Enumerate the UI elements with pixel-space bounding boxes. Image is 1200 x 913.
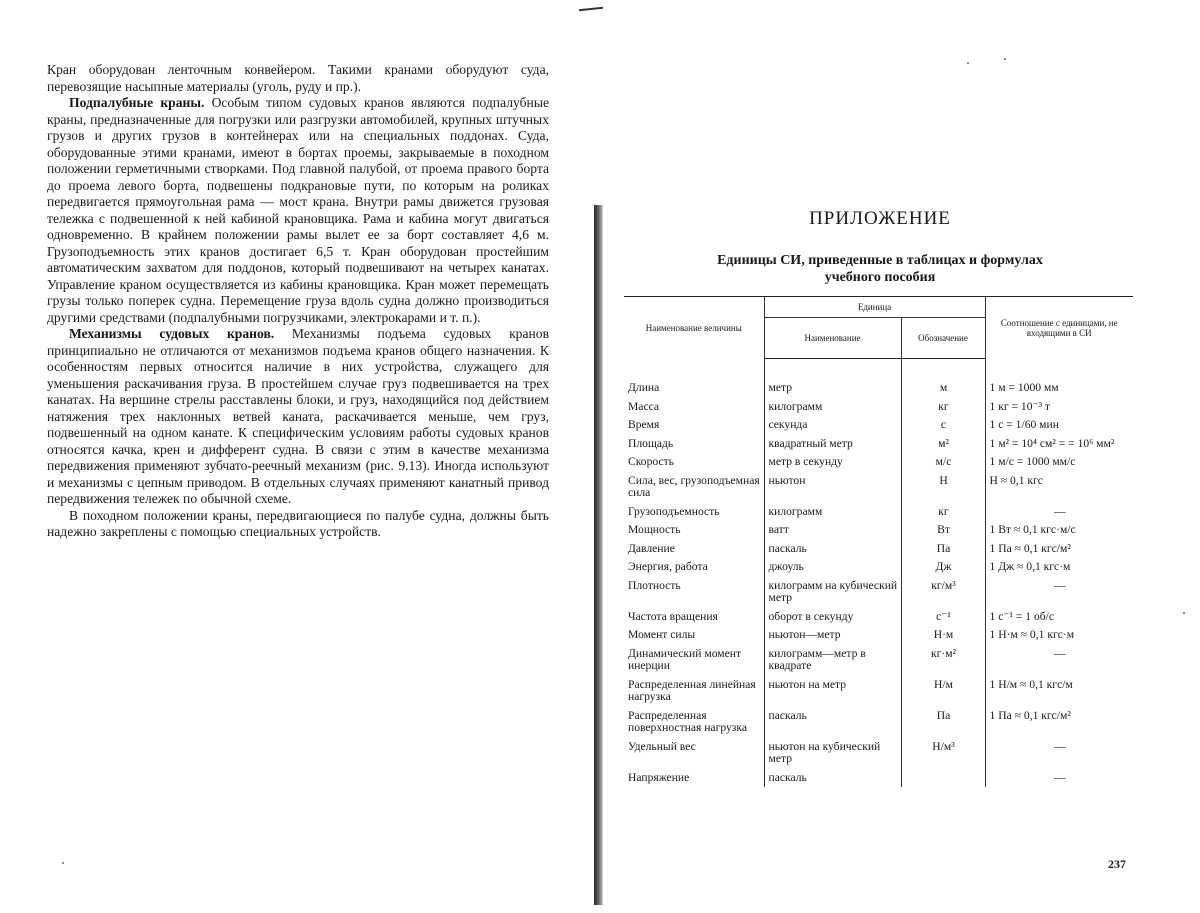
cell-unit-name: ньютон—метр [764, 626, 901, 645]
cell-relation: 1 Па ≈ 0,1 кгс/м² [985, 540, 1133, 559]
paragraph [47, 326, 549, 508]
cell-unit-name: ньютон на кубический метр [764, 738, 901, 769]
cell-relation: — [985, 769, 1133, 788]
cell-unit-symbol: Н·м [901, 626, 985, 645]
cell-unit-symbol: Па [901, 540, 985, 559]
table-row [624, 416, 1133, 435]
table-row [624, 608, 1133, 627]
cell-quantity: Частота вращения [628, 609, 718, 623]
cell-unit-symbol: кг/м³ [901, 577, 985, 608]
cell-unit-symbol: м [901, 379, 985, 398]
cell-quantity: Напряжение [628, 770, 690, 784]
paragraph-heading: Механизмы судовых кранов. [69, 326, 275, 341]
cell-relation: Н ≈ 0,1 кгс [985, 472, 1133, 503]
cell-quantity: Плотность [628, 578, 681, 592]
cell-unit-symbol: Н/м³ [901, 738, 985, 769]
cell-unit-name: паскаль [764, 707, 901, 738]
cell-quantity: Масса [628, 399, 660, 413]
cell-unit-name: метр в секунду [764, 453, 901, 472]
cell-unit-symbol: м/с [901, 453, 985, 472]
table-row [624, 626, 1133, 645]
cell-unit-name: ньютон [764, 472, 901, 503]
cell-relation: 1 м = 1000 мм [985, 379, 1133, 398]
cell-unit-symbol: Н/м [901, 676, 985, 707]
table-row [624, 398, 1133, 417]
cell-quantity: Площадь [628, 436, 674, 450]
cell-unit-symbol: Дж [901, 558, 985, 577]
cell-relation: 1 Вт ≈ 0,1 кгс·м/с [985, 521, 1133, 540]
cell-relation: — [985, 577, 1133, 608]
cell-quantity: Длина [628, 381, 660, 394]
scan-speck [62, 862, 64, 864]
paragraph-body: В походном положении краны, передвигающиеся по палубе судна, должны быть надежно закреплены с помощью специальных устройств. [47, 507, 549, 539]
page-number: 237 [1108, 857, 1126, 871]
cell-unit-symbol: кг [901, 398, 985, 417]
scan-speck [1183, 612, 1185, 614]
cell-relation: 1 м² = 10⁴ см² = = 10⁶ мм² [985, 435, 1133, 454]
cell-quantity: Мощность [628, 523, 681, 536]
cell-quantity: Распределенная поверхностная нагрузка [628, 708, 747, 734]
cell-unit-symbol: кг [901, 503, 985, 522]
table-caption [630, 252, 1130, 286]
cell-relation: 1 с⁻¹ = 1 об/с [985, 608, 1133, 627]
paragraph [47, 95, 549, 326]
cell-quantity: Время [628, 418, 660, 431]
cell-unit-name: секунда [764, 416, 901, 435]
cell-quantity: Момент силы [628, 628, 696, 641]
cell-unit-symbol: с⁻¹ [901, 608, 985, 627]
cell-relation: — [985, 503, 1133, 522]
cell-relation: 1 Па ≈ 0,1 кгс/м² [985, 707, 1133, 738]
cell-unit-name: квадратный метр [764, 435, 901, 454]
cell-relation: 1 Дж ≈ 0,1 кгс·м [985, 558, 1133, 577]
cell-unit-symbol: Па [901, 707, 985, 738]
cell-quantity: Скорость [628, 455, 674, 468]
table-row [624, 676, 1133, 707]
table-caption-line: учебного пособия [824, 270, 936, 285]
cell-relation: 1 Н·м ≈ 0,1 кгс·м [985, 626, 1133, 645]
cell-unit-name: ватт [764, 521, 901, 540]
table-row [624, 577, 1133, 608]
cell-unit-symbol: м² [901, 435, 985, 454]
column-header-unit-name: Наименование [764, 318, 901, 359]
table-row [624, 435, 1133, 454]
table-row [624, 379, 1133, 398]
appendix-title: ПРИЛОЖЕНИЕ [809, 208, 951, 229]
cell-relation: — [985, 645, 1133, 676]
paragraph [47, 62, 549, 95]
cell-unit-name: ньютон на метр [764, 676, 901, 707]
cell-unit-name: оборот в секунду [764, 608, 901, 627]
cell-unit-name: килограмм—метр в квадрате [764, 645, 901, 676]
table-caption-line: Единицы СИ, приведенные в таблицах и формулах [717, 253, 1043, 268]
scan-mark [579, 7, 603, 11]
cell-unit-symbol: Н [901, 472, 985, 503]
cell-unit-name: джоуль [764, 558, 901, 577]
paragraph [47, 508, 549, 541]
cell-unit-name: метр [764, 379, 901, 398]
table-row [624, 558, 1133, 577]
cell-quantity: Динамический момент инерции [628, 646, 742, 672]
table-row [624, 769, 1133, 788]
cell-quantity: Грузоподъемность [628, 504, 720, 518]
column-header-relation: Соотношение с единицами, не входящими в СИ [985, 297, 1133, 359]
table-row [624, 521, 1133, 540]
cell-unit-symbol: с [901, 416, 985, 435]
paragraph-body: Механизмы подъема судовых кранов принципиально не отличаются от механизмов подъема кранов общего назначения. К особенностям первых относится наличие в них устройства, служащего для уменьшения раскачивания груза. В простейшем случае груз подвешивается на трех канатах. На вершине стрелы расставлены блоки, и груз, находящийся под действием натяжения трех наклонных ветвей каната, раскачивается меньше, чем груз, подвешенный на одном канате. К специфическим условиям работы судовых кранов относятся качка, крен и дифферент судна. В связи с этим в качестве механизма передвижения применяют зубчато-реечный механизм (рис. 9.13). Иногда используют и механизмы с цепным приводом. В отдельных случаях применяют канатный привод передвижения тележек по обычной схеме. [47, 326, 549, 506]
cell-quantity: Удельный вес [628, 739, 696, 753]
table-body [624, 359, 1133, 788]
left-page-text [47, 62, 549, 541]
paragraph-heading: Подпалубные краны. [69, 95, 205, 110]
cell-relation: — [985, 738, 1133, 769]
paragraph-body: Особым типом судовых кранов являются подпалубные краны, предназначенные для погрузки или разгрузки автомобилей, крупных штучных грузов и других грузов в контейнерах или на специальных поддонах. Суда, оборудованные этими кранами, имеют в бортах проемы, закрываемые в походном положении герметичными створками. Под главной палубой, от проема правого борта до проема левого борта, подвешены подкрановые пути, по которым на роликах передвигается прямоугольная рама — мост крана. Внутри рамы движется грузовая тележка с подвешенной к ней кабиной крановщика. Рама и кабина могут двигаться одновременно. В крайнем положении рамы вылет ее за борт составляет 4,6 м. Грузоподъемность этих кранов достигает 6,5 т. Кран оборудован простейшим автоматическим захватом для поддонов, который подвешивают на четырех канатах. Управление краном осуществляется из кабины крановщика. Кран может перемещать грузы только поперек судна. Перемещение груза вдоль судна должно производиться другими средствами (подпалубными погрузчиками, электрокарами и т. п.). [47, 95, 549, 325]
cell-unit-symbol: Вт [901, 521, 985, 540]
cell-relation: 1 кг = 10⁻³ т [985, 398, 1133, 417]
book-gutter [594, 205, 603, 905]
cell-unit-name: паскаль [764, 540, 901, 559]
table-row [624, 540, 1133, 559]
cell-unit-name: килограмм [764, 503, 901, 522]
scan-speck [1004, 58, 1006, 60]
scan-speck [967, 62, 969, 64]
cell-quantity: Энергия, работа [628, 560, 708, 573]
cell-relation: 1 с = 1/60 мин [985, 416, 1133, 435]
cell-quantity: Сила, вес, грузоподъемная сила [628, 473, 760, 499]
column-header-quantity: Наименование величины [624, 297, 764, 359]
si-units-table [624, 296, 1133, 787]
paragraph-body: Кран оборудован ленточным конвейером. Такими кранами оборудуют суда, перевозящие насыпные материалы (уголь, руду и пр.). [47, 62, 549, 94]
table-row [624, 738, 1133, 769]
cell-relation: 1 м/с = 1000 мм/с [985, 453, 1133, 472]
cell-unit-name: килограмм на кубический метр [764, 577, 901, 608]
column-header-unit-group: Единица [764, 297, 985, 318]
cell-unit-name: паскаль [764, 769, 901, 788]
cell-quantity: Давление [628, 541, 675, 555]
table-row [624, 503, 1133, 522]
table-row [624, 453, 1133, 472]
table-row [624, 472, 1133, 503]
column-header-unit-symbol: Обозначение [901, 318, 985, 359]
cell-unit-name: килограмм [764, 398, 901, 417]
table-row [624, 645, 1133, 676]
cell-quantity: Распределенная линейная нагрузка [628, 677, 756, 703]
cell-unit-symbol [901, 769, 985, 788]
cell-unit-symbol: кг·м² [901, 645, 985, 676]
table-row [624, 707, 1133, 738]
cell-relation: 1 Н/м ≈ 0,1 кгс/м [985, 676, 1133, 707]
